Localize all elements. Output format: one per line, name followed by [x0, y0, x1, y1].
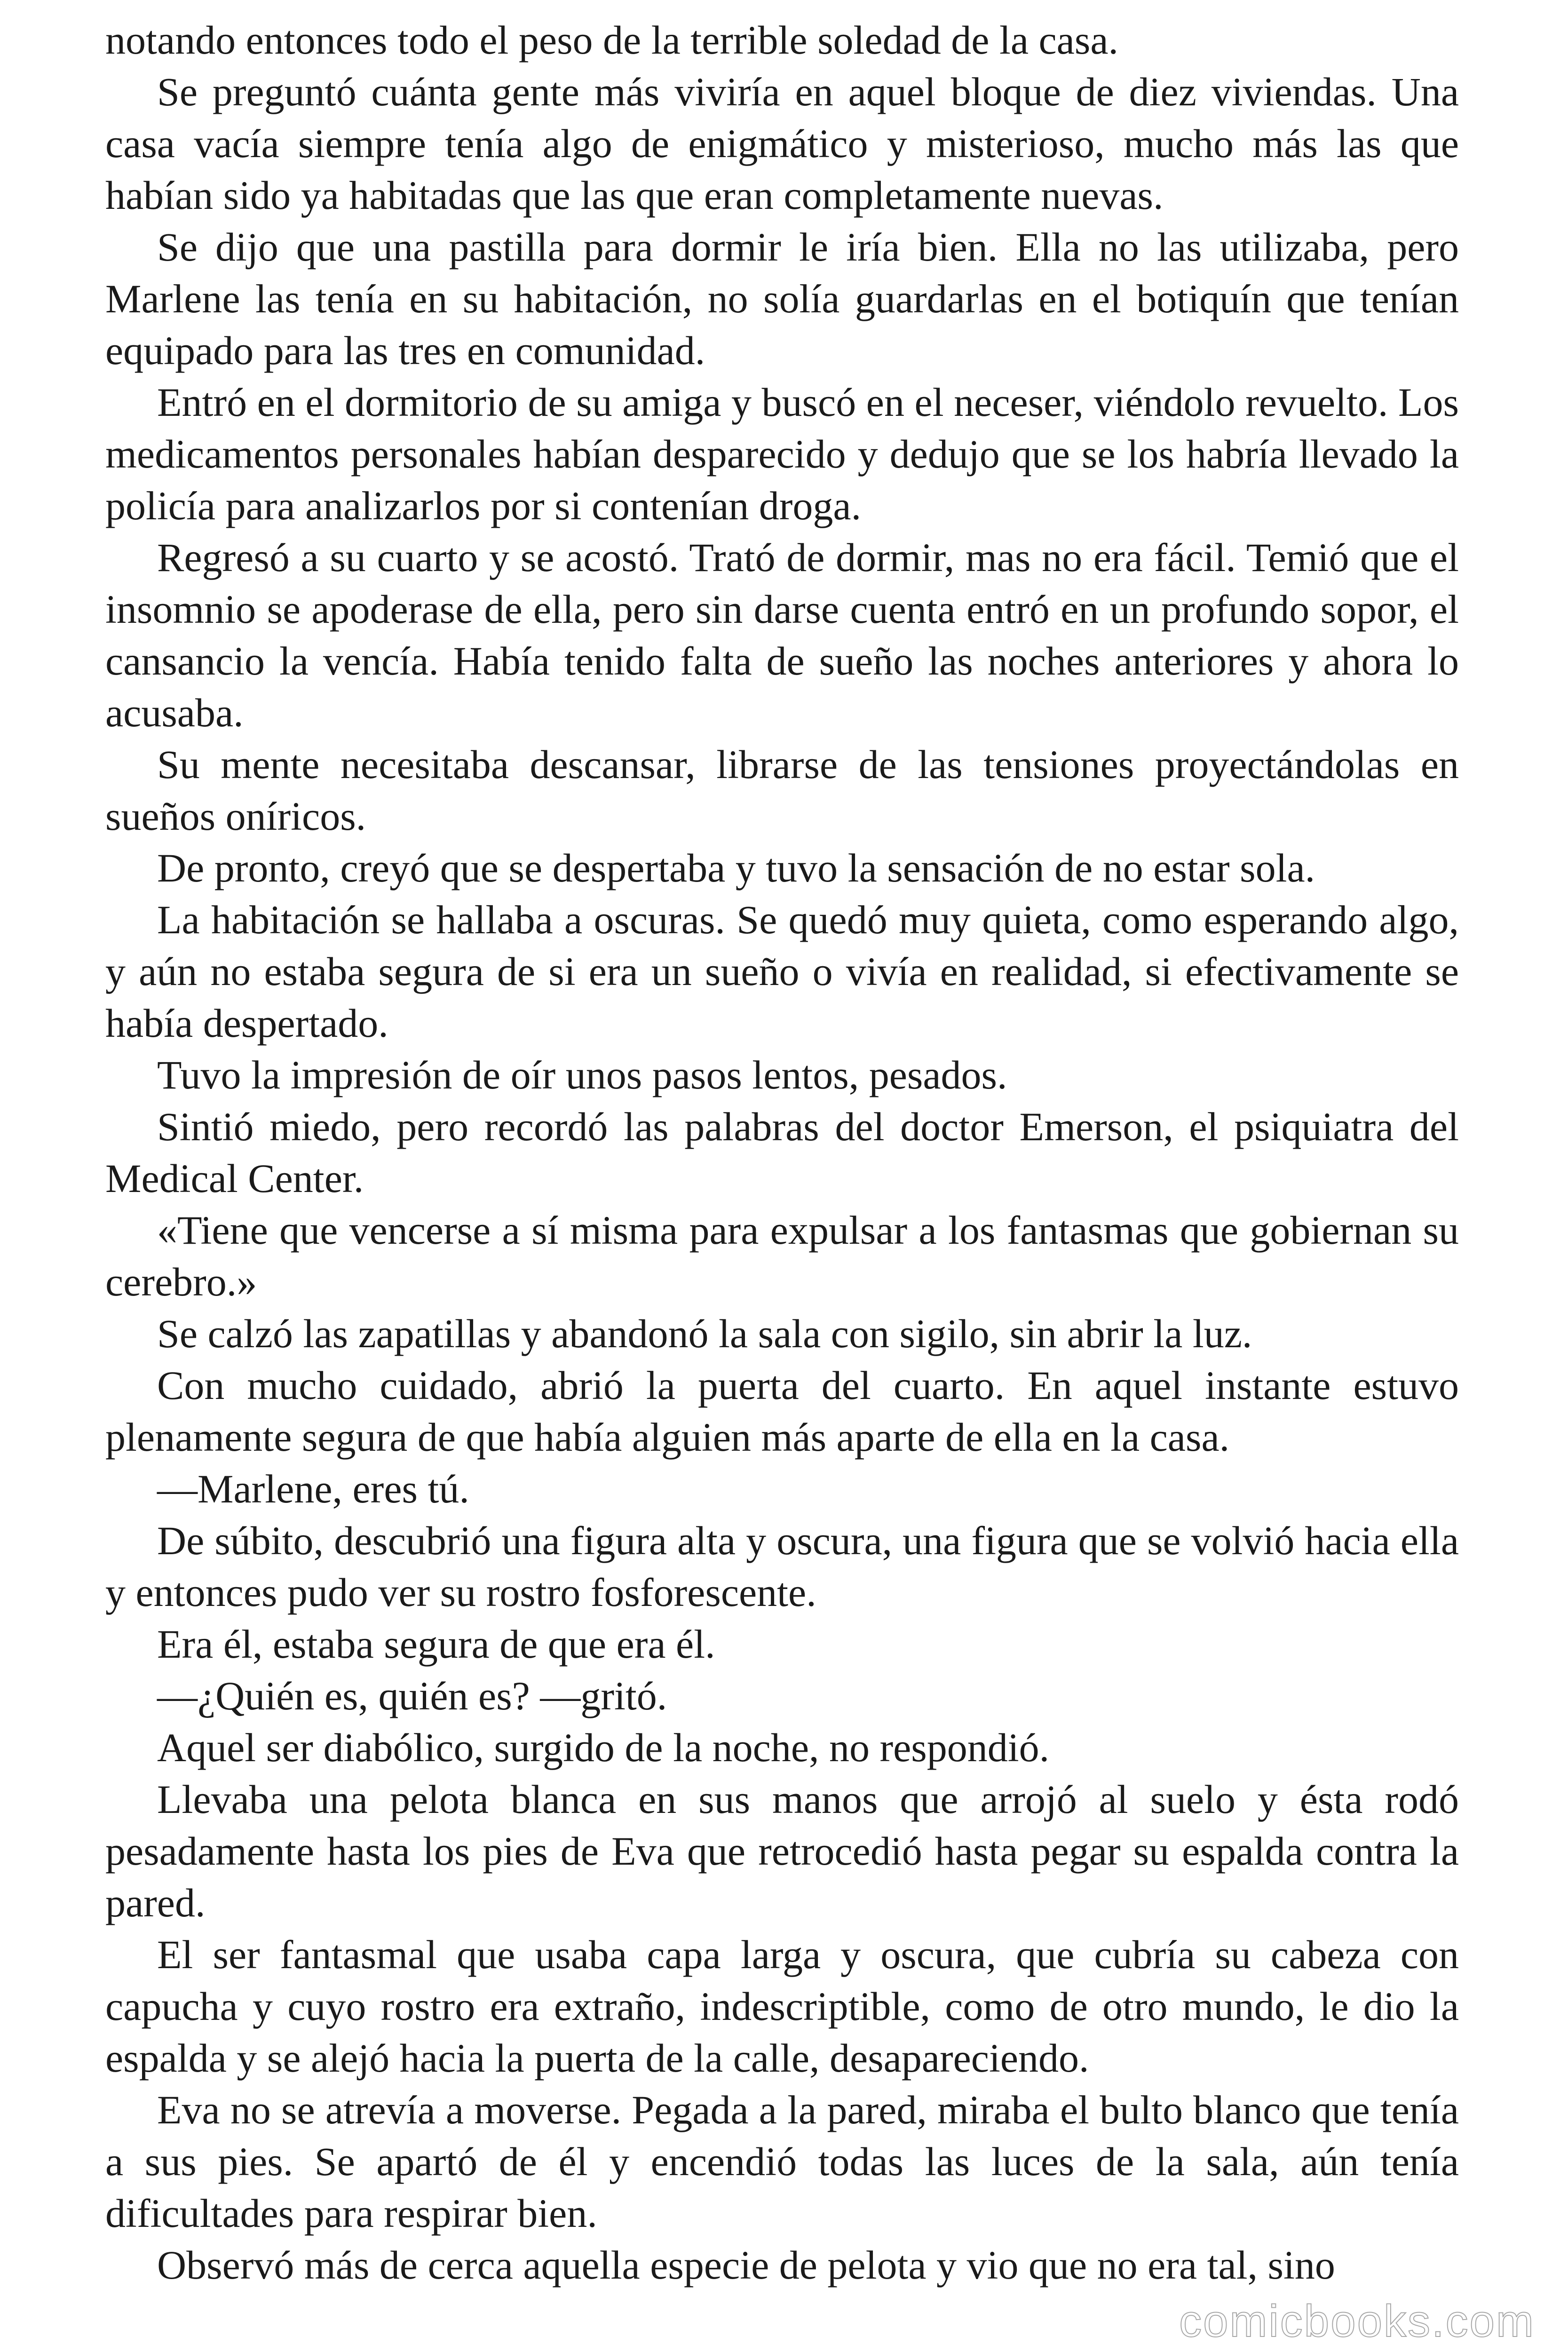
paragraph: Tuvo la impresión de oír unos pasos lentos, pesados.: [157, 1052, 1007, 1097]
paragraph: —¿Quién es, quién es? —gritó.: [157, 1673, 667, 1718]
paragraph: Llevaba una pelota blanca en sus manos que arrojó al suelo y ésta rodó pesadamente hasta los pies de Eva que retrocedió hasta pegar su espalda contra la pared.: [105, 1777, 1459, 1925]
paragraph: La habitación se hallaba a oscuras. Se quedó muy quieta, como esperando algo, y aún no estaba segura de si era un sueño o vivía en realidad, si efectivamente se había despertado.: [105, 897, 1459, 1046]
paragraph: Con mucho cuidado, abrió la puerta del cuarto. En aquel instante estuvo plenamente segura de que había alguien más aparte de ella en la casa.: [105, 1363, 1459, 1460]
paragraph: notando entonces todo el peso de la terrible soledad de la casa.: [105, 17, 1118, 63]
paragraph: Eva no se atrevía a moverse. Pegada a la pared, miraba el bulto blanco que tenía a sus pies. Se apartó de él y encendió todas las luces de la sala, aún tenía dificultades para respirar bien.: [105, 2087, 1459, 2236]
paragraph: Aquel ser diabólico, surgido de la noche, no respondió.: [157, 1725, 1050, 1770]
paragraph: De pronto, creyó que se despertaba y tuvo la sensación de no estar sola.: [157, 845, 1315, 890]
paragraph: —Marlene, eres tú.: [157, 1466, 469, 1511]
paragraph: Era él, estaba segura de que era él.: [157, 1621, 715, 1667]
paragraph: Regresó a su cuarto y se acostó. Trató de dormir, mas no era fácil. Temió que el insomnio se apoderase de ella, pero sin darse cuenta entró en un profundo sopor, el cansancio la vencía. Había tenido falta de sueño las noches anteriores y ahora lo acusaba.: [105, 535, 1459, 735]
paragraph: De súbito, descubrió una figura alta y oscura, una figura que se volvió hacia ella y entonces pudo ver su rostro fosforescente.: [105, 1518, 1459, 1615]
body-text: [105, 14, 1459, 2291]
paragraph: Sintió miedo, pero recordó las palabras del doctor Emerson, el psiquiatra del Medical Center.: [105, 1104, 1459, 1201]
paragraph: Su mente necesitaba descansar, librarse de las tensiones proyectándolas en sueños oníricos.: [105, 742, 1459, 839]
paragraph: Se preguntó cuánta gente más viviría en aquel bloque de diez viviendas. Una casa vacía siempre tenía algo de enigmático y misterioso, mucho más las que habían sido ya habitadas que las que eran completamente nuevas.: [105, 69, 1459, 218]
paragraph: Entró en el dormitorio de su amiga y buscó en el neceser, viéndolo revuelto. Los medicamentos personales habían desparecido y dedujo que se los habría llevado la policía para analizarlos por si contenían droga.: [105, 380, 1459, 528]
paragraph: El ser fantasmal que usaba capa larga y oscura, que cubría su cabeza con capucha y cuyo rostro era extraño, indescriptible, como de otro mundo, le dio la espalda y se alejó hacia la puerta de la calle, desapareciendo.: [105, 1932, 1459, 2081]
paragraph: «Tiene que vencerse a sí misma para expulsar a los fantasmas que gobiernan su cerebro.»: [105, 1208, 1459, 1304]
paragraph: Observó más de cerca aquella especie de pelota y vio que no era tal, sino: [157, 2242, 1335, 2288]
paragraph: Se calzó las zapatillas y abandonó la sala con sigilo, sin abrir la luz.: [157, 1311, 1252, 1356]
paragraph: Se dijo que una pastilla para dormir le iría bien. Ella no las utilizaba, pero Marlene las tenía en su habitación, no solía guardarlas en el botiquín que tenían equipado para las tres en comunidad.: [105, 224, 1459, 373]
watermark: comicbooks.com: [1179, 2296, 1535, 2346]
